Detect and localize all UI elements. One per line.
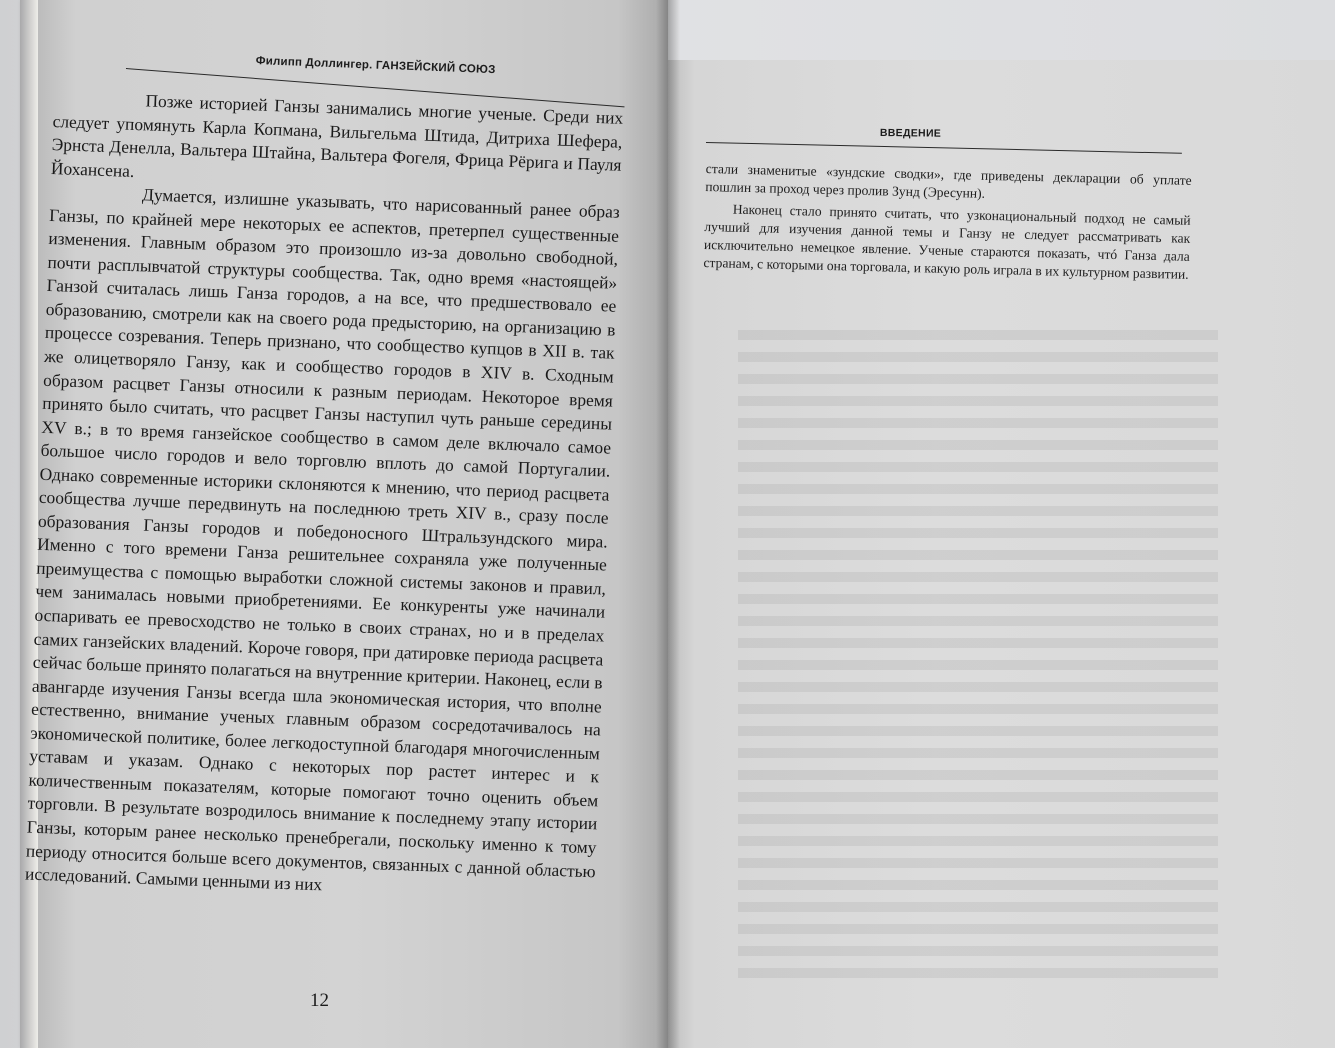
right-body-text: [703, 160, 1192, 285]
left-body-text: [25, 86, 624, 907]
left-paragraph-2: Думается, излишне указывать, что нарисованный ранее образ Ганзы, по крайней мере некоторых ее аспектов, претерпел существенные изменения. Главным образом это произошло из-за довольно свободной, почти расплывчатой структуры сообщества. Так, одно время «настоящей» Ганзой считалась лишь Ганза городов, а на все, что предшествовало ее образованию, смотрели как на своего рода предысторию, на организацию в процессе созревания. Теперь признано, что сообщество купцов в XII в. так же олицетворяло Ганзу, как и сообщество городов в XIV в. Сходным образом расцвет Ганзы относили к разным периодам. Некоторое время принято было считать, что расцвет Ганзы наступил чуть раньше середины XV в.; в то время ганзейское сообщество в самом деле включало самое большое число городов и вело торговлю вплоть до самой Португалии. Однако современные историки склоняются к мнению, что период расцвета сообщества лучше передвинуть на последнюю треть XIV в., сразу после образования Ганзы городов и победоносного Штральзундского мира. Именно с того времени Ганза решительнее сохраняла уже полученные преимущества с помощью выработки сложной системы законов и правил, чем занималась новыми приобретениями. Ее конкуренты уже начинали оспаривать ее превосходство не только в своих странах, но и в пределах самих ганзейских владений. Короче говоря, при датировке периода расцвета сейчас больше принято полагаться на внутренние критерии. Наконец, если в авангарде изучения Ганзы всегда шла экономическая история, что вполне естественно, внимание ученых главным образом сосредотачивалось на экономической политике, более легкодоступной благодаря многочисленным уставам и указам. Однако с некоторых пор растет интерес и к количественным показателям, которые помогают точно оценить объем торговли. В результате возродилось внимание к последнему этапу истории Ганзы, которым ранее несколько пренебрегали, поскольку именно к тому периоду относится больше всего документов, связанных с данной областью исследований. Самыми ценными из них: [24, 184, 621, 895]
left-paragraph-1: Позже историей Ганзы занимались многие ученые. Среди них следует упомянуть Карла Копмана, Вильгельма Штида, Дитриха Шефера, Эрнста Денелла, Вальтера Штайна, Вальтера Фогеля, Фрица Рёрига и Пауля Йохансена.: [50, 90, 624, 181]
right-paragraph-2: Наконец стало принято считать, что узконациональный подход не самый лучший для изучения данной темы и Ганзу не следует рассматривать как исключительно немецкое явление. Ученые стараются показать, чтó Ганза дала странам, с которыми она торговала, и какую роль играла в их культурном развитии.: [703, 201, 1191, 283]
left-page-content: [24, 0, 668, 1048]
right-running-head: ВВЕДЕНИЕ: [879, 127, 942, 140]
page-number: 12: [310, 990, 329, 1011]
open-book: [24, 0, 1335, 1048]
right-paragraph-1: стали знаменитые «зундские сводки», где приведены декларации об уплате пошлин за проход через пролив Зунд (Эресунн).: [705, 160, 1192, 202]
show-through-text: [738, 330, 1218, 990]
left-running-head: Филипп Доллингер. ГАНЗЕЙСКИЙ СОЮЗ: [255, 55, 496, 77]
